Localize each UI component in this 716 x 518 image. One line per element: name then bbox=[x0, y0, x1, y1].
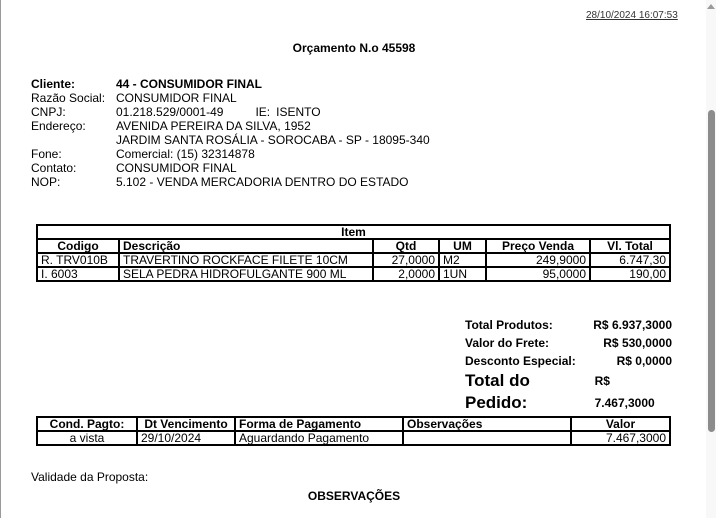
cell-codigo: I. 6003 bbox=[37, 267, 119, 281]
totals-block bbox=[465, 316, 672, 412]
col-valor: Valor bbox=[571, 417, 670, 431]
valor-frete-label: Valor do Frete: bbox=[465, 336, 550, 350]
validade-label: Validade da Proposta: bbox=[31, 470, 149, 484]
ie-label: IE: bbox=[255, 105, 271, 119]
nop-value: 5.102 - VENDA MERCADORIA DENTRO DO ESTADO bbox=[116, 175, 409, 189]
total-produtos-label: Total Produtos: bbox=[465, 318, 553, 332]
cell-qtd: 27,0000 bbox=[373, 253, 439, 267]
contato-row bbox=[31, 161, 430, 175]
total-produtos-row bbox=[465, 316, 672, 334]
valor-frete-row bbox=[465, 334, 672, 352]
print-timestamp[interactable]: 28/10/2024 16:07:53 bbox=[586, 10, 678, 21]
col-descricao: Descrição bbox=[119, 239, 373, 253]
endereco-row bbox=[31, 119, 430, 133]
contato-value: CONSUMIDOR FINAL bbox=[116, 161, 237, 175]
col-codigo: Codigo bbox=[37, 239, 119, 253]
cnpj-label: CNPJ: bbox=[31, 105, 66, 119]
observacoes-title: OBSERVAÇÕES bbox=[307, 489, 401, 503]
endereco-line2: JARDIM SANTA ROSÁLIA - SOROCABA - SP - 18095-340 bbox=[116, 133, 430, 147]
items-group-header-row bbox=[37, 225, 670, 239]
cell-valor: 7.467,3000 bbox=[571, 431, 670, 445]
col-um: UM bbox=[439, 239, 486, 253]
cliente-value: 44 - CONSUMIDOR FINAL bbox=[116, 77, 263, 91]
client-info bbox=[31, 77, 430, 189]
cell-um: 1UN bbox=[439, 267, 486, 281]
cell-preco: 95,0000 bbox=[486, 267, 590, 281]
cnpj-row bbox=[31, 105, 430, 119]
razao-row bbox=[31, 91, 430, 105]
table-row bbox=[37, 267, 670, 281]
razao-value: CONSUMIDOR FINAL bbox=[116, 91, 237, 105]
col-cond-pagto: Cond. Pagto: bbox=[37, 417, 137, 431]
col-dt-vencimento: Dt Vencimento bbox=[137, 417, 235, 431]
page-left-border bbox=[0, 0, 1, 518]
cell-total: 190,00 bbox=[590, 267, 670, 281]
empty-label bbox=[31, 133, 116, 147]
endereco-row-2 bbox=[31, 133, 430, 147]
fone-row bbox=[31, 147, 430, 161]
desconto-label: Desconto Especial: bbox=[465, 354, 576, 368]
table-row bbox=[37, 253, 670, 267]
cell-cond-pagto: a vista bbox=[37, 431, 137, 445]
cell-um: M2 bbox=[439, 253, 486, 267]
fone-label: Fone: bbox=[31, 147, 62, 161]
cnpj-value: 01.218.529/0001-49 bbox=[116, 105, 224, 119]
endereco-line1: AVENIDA PEREIRA DA SILVA, 1952 bbox=[116, 119, 311, 133]
cell-dt-vencimento: 29/10/2024 bbox=[137, 431, 235, 445]
table-row bbox=[37, 431, 670, 445]
cell-codigo: R. TRV010B bbox=[37, 253, 119, 267]
cell-total: 6.747,30 bbox=[590, 253, 670, 267]
valor-frete-value: R$ 530,0000 bbox=[603, 336, 672, 350]
items-header-row bbox=[37, 239, 670, 253]
items-table bbox=[36, 224, 671, 282]
cell-descricao: TRAVERTINO ROCKFACE FILETE 10CM bbox=[119, 253, 373, 267]
total-pedido-value: R$ 7.467,3000 bbox=[594, 374, 655, 410]
col-observacoes: Observações bbox=[403, 417, 571, 431]
total-produtos-value: R$ 6.937,3000 bbox=[593, 318, 672, 332]
col-vl-total: Vl. Total bbox=[590, 239, 670, 253]
document-title: Orçamento N.o 45598 bbox=[292, 41, 416, 55]
scrollbar-thumb[interactable] bbox=[708, 110, 715, 432]
total-pedido-row bbox=[465, 370, 672, 412]
cell-qtd: 2,0000 bbox=[373, 267, 439, 281]
total-pedido-label: Total do Pedido: bbox=[465, 371, 530, 412]
col-forma-pagamento: Forma de Pagamento bbox=[235, 417, 403, 431]
payments-table bbox=[36, 416, 671, 446]
col-preco-venda: Preço Venda bbox=[486, 239, 590, 253]
col-qtd: Qtd bbox=[373, 239, 439, 253]
razao-label: Razão Social: bbox=[31, 91, 106, 105]
desconto-value: R$ 0,0000 bbox=[616, 354, 672, 368]
contato-label: Contato: bbox=[31, 161, 77, 175]
nop-label: NOP: bbox=[31, 175, 61, 189]
cell-preco: 249,9000 bbox=[486, 253, 590, 267]
scroll-up-arrow-icon[interactable] bbox=[707, 4, 715, 9]
items-group-header: Item bbox=[37, 225, 670, 239]
endereco-label: Endereço: bbox=[31, 119, 86, 133]
cell-observacoes bbox=[403, 431, 571, 445]
cliente-label: Cliente: bbox=[31, 77, 76, 91]
cell-forma-pagamento: Aguardando Pagamento bbox=[235, 431, 403, 445]
nop-row bbox=[31, 175, 430, 189]
fone-value: Comercial: (15) 32314878 bbox=[116, 147, 255, 161]
ie-value: ISENTO bbox=[276, 105, 321, 119]
payments-header-row bbox=[37, 417, 670, 431]
desconto-row bbox=[465, 352, 672, 370]
cell-descricao: SELA PEDRA HIDROFULGANTE 900 ML bbox=[119, 267, 373, 281]
cliente-row bbox=[31, 77, 430, 91]
